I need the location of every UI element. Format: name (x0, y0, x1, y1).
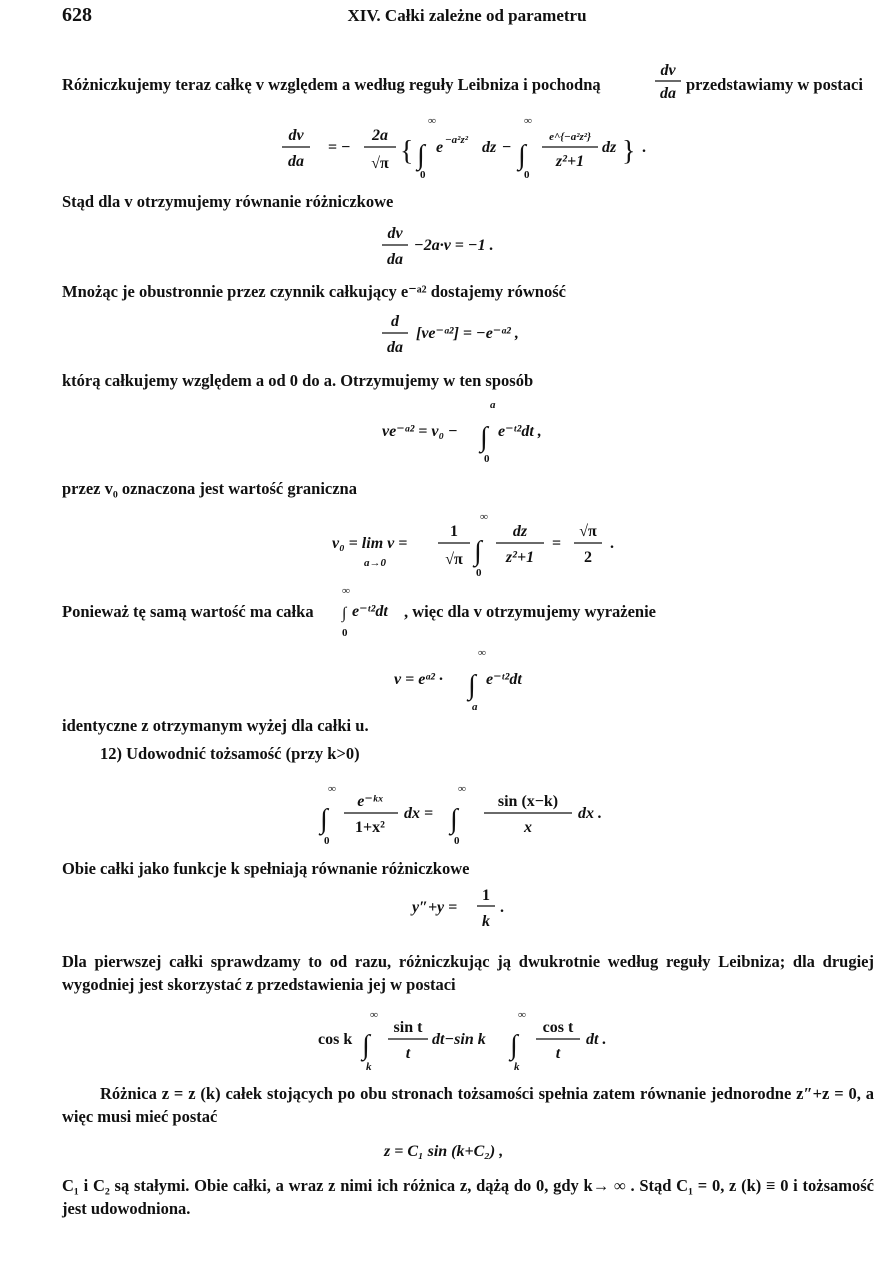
page-header (62, 4, 872, 34)
eq5-rhs-num: √π (579, 523, 597, 540)
equation-4 (380, 396, 580, 468)
eq8-frac1-num: e⁻ᵏˣ (357, 793, 383, 810)
eq10-integral-1: ∫ (362, 1030, 370, 1061)
paragraph-12 (62, 1174, 874, 1220)
eq1-equals: = − (328, 139, 351, 156)
eq8-int2-upper: ∞ (458, 783, 466, 795)
eq10-int1-upper: ∞ (370, 1009, 378, 1021)
paragraph-11 (62, 1082, 874, 1128)
eq1-integral-1: ∫ (417, 140, 425, 171)
paragraph-5 (62, 478, 874, 500)
eq10-frac2-num: cos t (542, 1019, 574, 1036)
eq8-int2-lower: 0 (454, 835, 460, 847)
eq9-num: 1 (482, 887, 490, 904)
equation-3 (380, 310, 580, 360)
eq5-frac-num: dz (512, 523, 528, 540)
equation-1 (280, 112, 660, 192)
eq9-lhs: y″+y = (412, 899, 458, 916)
inline-fraction-dv-da (650, 60, 686, 110)
paragraph-3 (62, 281, 874, 303)
eq1-frac-den: z²+1 (555, 153, 585, 170)
eq8-mid: dx = (404, 805, 434, 822)
eq2-den: da (387, 251, 403, 268)
eq10-frac2-den: t (555, 1045, 561, 1062)
eq1-coef-den: √π (371, 155, 389, 172)
paragraph-3-text: Mnożąc je obustronnie przez czynnik całkujący e⁻ᵃ² dostajemy równość (62, 282, 566, 301)
eq10-frac1-den: t (405, 1045, 411, 1062)
inline-frac-num: dv (660, 62, 676, 79)
eq5-upper: ∞ (480, 511, 488, 523)
eq10-int1-lower: k (366, 1061, 372, 1073)
paragraph-10 (62, 950, 874, 996)
paragraph-1-end (686, 74, 876, 96)
eq10-end: dt . (586, 1031, 607, 1048)
eq9-period: . (500, 899, 504, 916)
eq10-int2-upper: ∞ (518, 1009, 526, 1021)
eq7-lhs: v = eᵃ² · (394, 671, 443, 688)
eq10-frac1-num: sin t (393, 1019, 423, 1036)
eq8-end: dx . (578, 805, 602, 822)
inline-frac-den: da (660, 85, 676, 102)
equation-8 (318, 780, 638, 850)
eq5-equals: = (552, 535, 562, 552)
eq4-lower: 0 (484, 453, 490, 465)
page-number: 628 (62, 4, 92, 26)
equation-2 (380, 222, 580, 272)
eq1-exp1: −a²z² (445, 134, 469, 146)
eq3-num: d (391, 313, 399, 330)
paragraph-10-text: Dla pierwszej całki sprawdzamy to od razu, różniczkując ją dwukrotnie według reguły Leibniza; dla drugiej wygodniej jest skorzystać z przedstawienia jej w postaci (62, 952, 874, 994)
eq4-lhs: ve⁻ᵃ² = v₀ − (382, 423, 458, 440)
eq6-upper: ∞ (342, 585, 350, 597)
paragraph-5-text: przez v₀ oznaczona jest wartość graniczna (62, 479, 357, 498)
paragraph-1-end-text: przedstawiamy w postaci (686, 75, 863, 94)
eq6-lower: 0 (342, 627, 348, 639)
eq5-period: . (610, 535, 614, 552)
equation-10 (316, 1006, 636, 1076)
paragraph-12-text: C₁ i C₂ są stałymi. Obie całki, a wraz z nimi ich różnica z, dążą do 0, gdy k→ ∞ . Stąd C₁ = 0, z (k) ≡ 0 i tożsamość jest udowodniona. (62, 1176, 874, 1218)
eq5-coef-num: 1 (450, 523, 458, 540)
eq2-num: dv (387, 225, 403, 242)
eq5-lim-sub: a→0 (364, 557, 386, 569)
equation-7 (392, 646, 572, 716)
eq3-body: [ve⁻ᵃ²] = −e⁻ᵃ² , (416, 325, 519, 342)
eq7-integrand: e⁻ᵗ²dt (486, 671, 522, 688)
eq1-right-brace: } (622, 136, 636, 167)
eq8-frac1-den: 1+x² (355, 819, 385, 836)
eq4-upper: a (490, 399, 496, 411)
eq1-left-brace: { (400, 136, 414, 167)
running-title: XIV. Całki zależne od parametru (347, 6, 587, 25)
eq1-frac-num: e^{−a²z²} (549, 131, 591, 143)
eq5-integral: ∫ (474, 536, 482, 567)
eq5-lhs: v₀ = lim v = (332, 535, 408, 552)
eq1-dz1: dz (482, 139, 497, 156)
equation-11 (382, 1136, 582, 1166)
eq5-lower: 0 (476, 567, 482, 579)
eq7-lower: a (472, 701, 478, 713)
paragraph-1-text: Różniczkujemy teraz całkę v względem a według reguły Leibniza i pochodną (62, 75, 601, 94)
paragraph-7-text: identyczne z otrzymanym wyżej dla całki u. (62, 716, 369, 735)
exercise-12-text: 12) Udowodnić tożsamość (przy k>0) (100, 744, 360, 763)
eq10-mid: dt−sin k (432, 1031, 486, 1048)
paragraph-4 (62, 370, 874, 392)
eq1-int1-upper: ∞ (428, 115, 436, 127)
paragraph-9-text: Obie całki jako funkcje k spełniają równanie różniczkowe (62, 859, 470, 878)
eq1-lhs-den: da (288, 153, 304, 170)
eq8-integral-1: ∫ (320, 804, 328, 835)
equation-5 (330, 506, 630, 582)
paragraph-11-text: Różnica z = z (k) całek stojących po obu stronach tożsamości spełnia zatem równanie jednorodne z″+z = 0, a więc musi mieć postać (62, 1084, 874, 1126)
eq8-frac2-den: x (524, 819, 532, 836)
eq1-int2-lower: 0 (524, 169, 530, 181)
eq10-int2-lower: k (514, 1061, 520, 1073)
paragraph-9 (62, 858, 874, 880)
paragraph-7 (62, 715, 874, 737)
eq3-den: da (387, 339, 403, 356)
paragraph-6-end (404, 601, 874, 623)
eq5-frac-den: z²+1 (505, 549, 535, 566)
eq5-coef-den: √π (445, 551, 463, 568)
eq8-int1-upper: ∞ (328, 783, 336, 795)
paragraph-2 (62, 191, 874, 213)
paragraph-2-text: Stąd dla v otrzymujemy równanie różniczkowe (62, 192, 394, 211)
eq11-body: z = C₁ sin (k+C₂) , (384, 1143, 504, 1160)
paragraph-6-start: Ponieważ tę samą wartość ma całka (62, 602, 314, 621)
paragraph-6-end-text: , więc dla v otrzymujemy wyrażenie (404, 602, 657, 621)
eq4-integrand: e⁻ᵗ²dt , (498, 423, 542, 440)
eq10-cos-k: cos k (318, 1031, 353, 1048)
eq1-period: . (642, 139, 646, 156)
eq1-e1: e (436, 139, 444, 156)
eq8-integral-2: ∫ (450, 804, 458, 835)
eq5-rhs-den: 2 (584, 549, 592, 566)
eq1-int2-upper: ∞ (524, 115, 532, 127)
eq7-integral: ∫ (468, 670, 476, 701)
eq1-coef-num: 2a (372, 127, 388, 144)
eq1-int1-lower: 0 (420, 169, 426, 181)
eq1-integral-2: ∫ (518, 140, 526, 171)
eq2-rest: −2a·v = −1 . (414, 237, 494, 254)
eq8-frac2-num: sin (x−k) (497, 793, 559, 810)
eq7-upper: ∞ (478, 647, 486, 659)
eq4-integral: ∫ (480, 422, 488, 453)
eq6-integral: ∫ (342, 605, 347, 622)
eq1-minus: − (502, 139, 512, 156)
eq8-int1-lower: 0 (324, 835, 330, 847)
eq10-integral-2: ∫ (510, 1030, 518, 1061)
eq6-integrand: e⁻ᵗ²dt (352, 603, 388, 620)
eq9-den: k (482, 913, 490, 930)
equation-9 (410, 884, 550, 936)
paragraph-4-text: którą całkujemy względem a od 0 do a. Otrzymujemy w ten sposób (62, 371, 534, 390)
eq1-dz2: dz (602, 139, 617, 156)
exercise-12 (100, 743, 874, 765)
eq1-lhs-num: dv (288, 127, 304, 144)
